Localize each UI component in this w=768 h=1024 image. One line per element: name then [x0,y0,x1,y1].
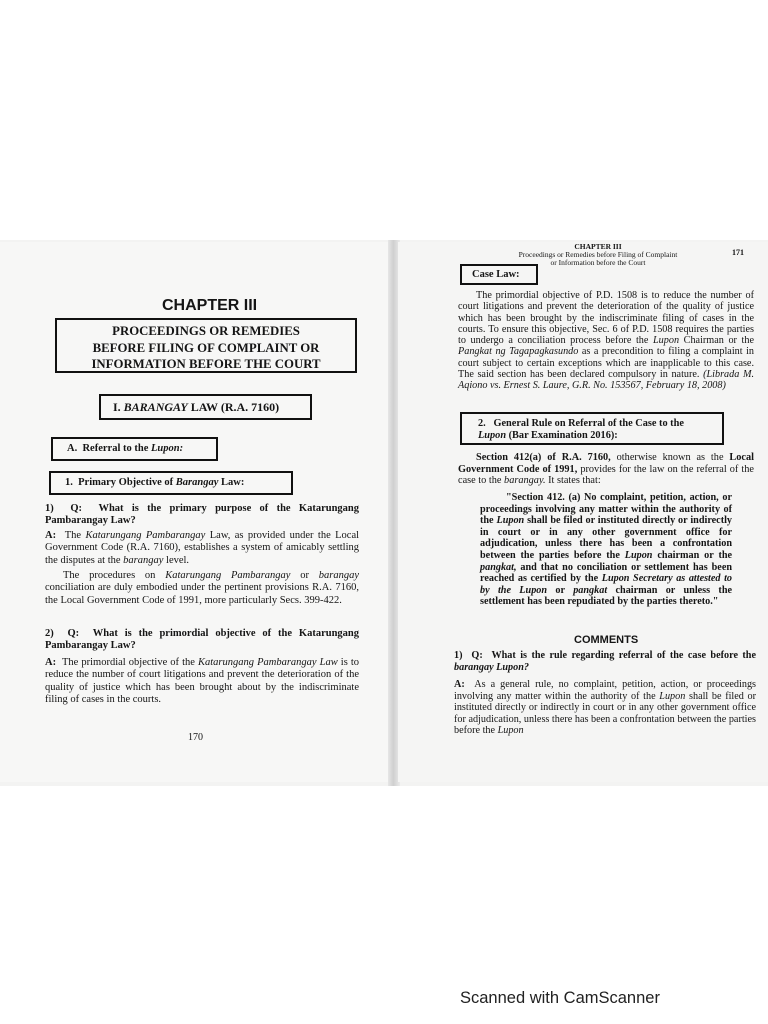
running-header-line: or Information before the Court [550,258,646,267]
case-law-pangkat: Pangkat ng Tagapagkasundo [458,346,579,358]
ca1-label: A: [454,679,465,690]
a1-emphasis: Katarungang Pambarangay [85,530,206,541]
ca1-pre: As a general rule, no complaint, petition, action, or proceedings involving any matter within the authority of the [454,679,757,702]
sec412-intro-end: It states that: [548,475,601,487]
a2-pre: The primordial objective of the [62,657,195,668]
subsection-1-text: Primary Objective of [78,477,174,488]
case-law-mid-1: Chairman or the [683,335,754,347]
chapter-title-line: INFORMATION BEFORE THE COURT [91,357,321,371]
sec412-intro-rest: provides for the law on the referral of the case to the [458,463,754,487]
case-law-heading: Case Law: [460,264,538,285]
p2-rest: conciliation are duly embodied under the pertinent provisions R.A. 7160, the Local Government Code of 1991, more particularly Secs. 399-422. [45,582,359,606]
sec412-intro-pre: Section 412(a) of R.A. 7160, [476,452,611,463]
q2-label: Q: [67,628,80,639]
subsection-1-num: 1. [65,477,73,488]
quote-or: or [555,584,565,596]
a1-end: level. [166,554,190,566]
section-i-name: BARANGAY [123,400,188,414]
quote-mid-3: and that no conciliation or settlement has been reached as certified by the [480,561,733,585]
chapter-title-box [55,318,357,373]
a1-barangay: barangay [123,554,164,566]
running-header-line: Proceedings or Remedies before Filing of Complaint [518,250,678,259]
case-law-citation: (Librada M. Aqiono vs. Ernest S. Laure, G.R. No. 153567, February 18, 2008) [458,369,754,392]
subsection-1-barangay: Barangay [175,477,219,488]
a2-emphasis: Katarungang Pambarangay Law [198,657,338,668]
section-412-quote [480,492,732,608]
a1-mid: Law, as provided under the Local Government Code (R.A. 7160), establishes a system of amicably settling the disputes at the [45,530,360,566]
question-1 [45,503,359,528]
running-header-chapter: CHAPTER III [574,242,622,251]
cq1-number: 1) [454,650,463,661]
subsection-1-heading [49,471,293,495]
chapter-title-line: PROCEEDINGS OR REMEDIES [112,324,300,338]
quote-lupon-3: Lupon Secretary as attested to by the Lupon [480,573,732,596]
a2-rest: is to reduce the number of court litigations and prevent the deterioration of the quality of justice which has been brought about by the indiscriminate filing of cases in the courts. [45,657,360,706]
p2-emphasis-2: barangay [318,570,360,581]
comments-heading: COMMENTS [574,634,639,646]
ca1-lupon-2: Lupon [497,725,524,737]
right-page [398,242,768,782]
ca1-mid: shall be filed or instituted directly or indirectly in court or in any other government office for adjudication, unless there has been a confrontation between the parties before the [454,690,757,737]
q2-text: What is the primordial objective of the Katarungang Pambarangay Law? [45,628,360,652]
case-law-pre: The primordial objective of P.D. 1508 is to reduce the number of court litigations and prevent the deterioration of the quality of justice which has been brought by the indiscriminate filing of cases in the courts. To ensure this objective, Sec. 6 of P.D. 1508 requires the parties to undergo a conciliation process before the [458,290,754,347]
section-2-lupon: Lupon [478,430,507,441]
left-page [0,242,392,782]
q1-text: What is the primary purpose of the Katarungang Pambarangay Law? [45,503,359,527]
section-i-roman: I. [113,400,121,414]
case-law-paragraph [458,290,754,392]
answer-1 [45,530,359,567]
page-number: 170 [188,732,203,743]
quote-pangkat-2: pangkat [573,584,608,596]
q1-label: Q: [70,503,83,514]
question-2 [45,628,359,653]
section-2-num: 2. [478,418,486,429]
scanner-watermark: Scanned with CamScanner [460,989,660,1007]
answer-2 [45,657,359,707]
cq1-text: What is the rule regarding referral of the case before the [491,650,756,661]
section-2-text: General Rule on Referral of the Case to the [493,418,684,429]
section-2-bar: (Bar Examination 2016): [508,430,618,441]
case-law-lupon: Lupon [653,335,680,347]
sec412-intro-lgc: Local Government Code of 1991, [458,452,755,475]
section-a-lupon: Lupon: [150,443,184,454]
section-i-rest: LAW (R.A. 7160) [190,400,280,414]
section-i-heading [99,394,312,420]
section-412-intro [458,452,754,487]
section-2-heading [460,412,724,445]
chapter-heading: CHAPTER III [162,297,258,314]
q2-number: 2) [45,628,54,639]
a2-label: A: [45,657,57,668]
q1-number: 1) [45,503,54,514]
paragraph-procedures [45,570,359,607]
sec412-intro-mid: otherwise known as the [616,452,724,463]
case-law-mid-2: as a precondition to filing a complaint in court subject to certain exceptions which are inapplicable to this case. The said section has been declared compulsory in nature. [458,346,754,381]
quote-lupon-1: Lupon [496,515,525,527]
section-a-text: Referral to the [82,443,149,454]
a1-pre: The [64,530,82,541]
p2-pre: The procedures on [63,570,156,581]
cq1-label: Q: [471,650,483,661]
comments-question-1 [454,650,756,673]
ca1-lupon-1: Lupon [659,690,686,702]
section-a-heading [51,437,218,461]
quote-pangkat-1: pangkat, [480,561,517,573]
comments-answer-1 [454,679,756,737]
chapter-title-line: BEFORE FILING OF COMPLAINT OR [92,340,320,355]
quote-mid-2: chairman or the [657,549,733,561]
quote-mid-1: shall be filed or instituted directly or indirectly in court or in any other government office for adjudication, unless there has been a confrontation between the parties before the [480,515,733,561]
subsection-1-law: Law: [221,477,245,488]
page-number: 171 [732,248,744,257]
sec412-intro-barangay: barangay. [504,475,546,487]
p2-emphasis-1: Katarungang Pambarangay [165,570,291,581]
p2-or: or [300,570,310,581]
quote-pre: "Section 412. (a) No complaint, petition, action, or proceedings involving any matter within the authority of the [480,492,732,527]
quote-end: chairman or unless the settlement has been repudiated by the parties thereto." [480,584,733,608]
quote-lupon-2: Lupon [624,549,653,561]
section-a-letter: A. [67,443,78,454]
a1-label: A: [45,530,57,541]
cq1-emphasis: barangay Lupon? [454,661,530,673]
